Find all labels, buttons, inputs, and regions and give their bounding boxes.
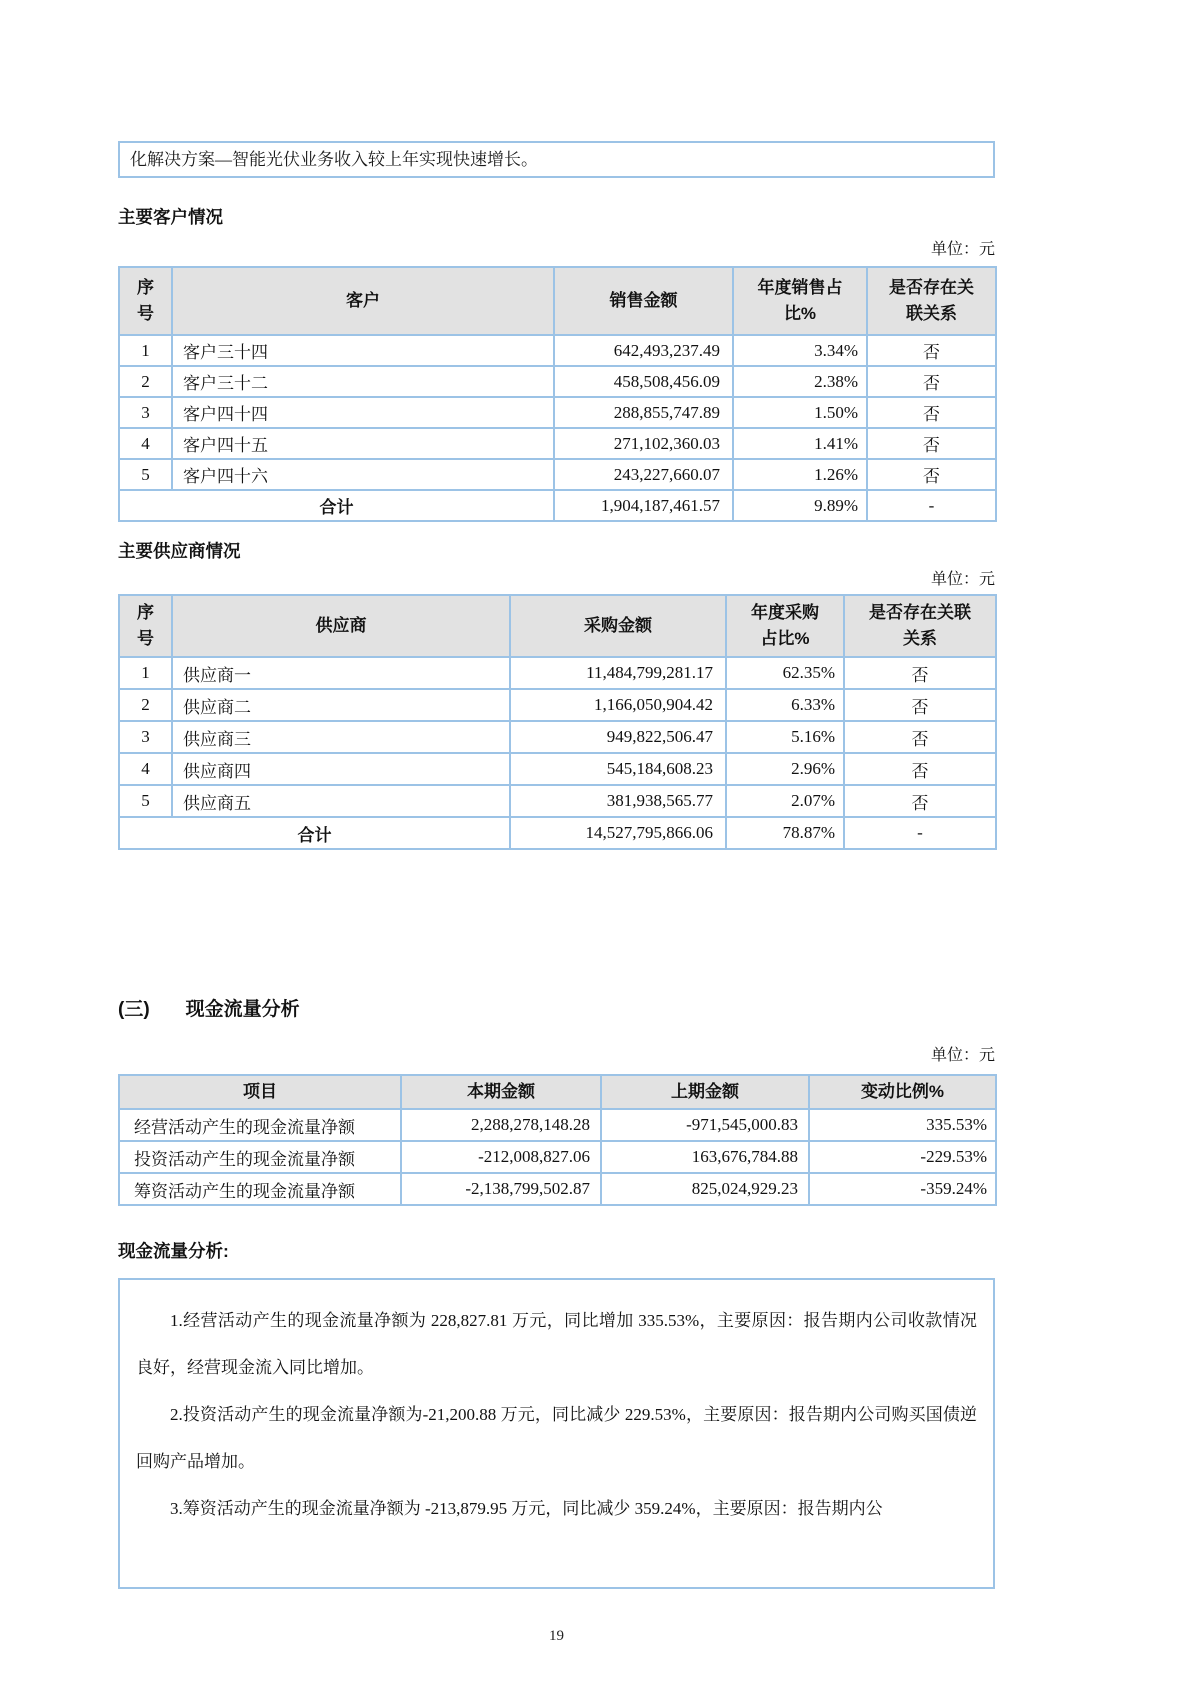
- cell-related: 否: [867, 428, 996, 459]
- analysis-paragraph-1: 1.经营活动产生的现金流量净额为 228,827.81 万元，同比增加 335.53%，主要原因：报告期内公司收款情况良好，经营现金流入同比增加。: [136, 1311, 977, 1377]
- cell-item: 投资活动产生的现金流量净额: [119, 1141, 401, 1173]
- table-row: [119, 1109, 996, 1141]
- cell-related: 否: [867, 366, 996, 397]
- cell-no: 1: [119, 657, 172, 689]
- cell-no: 5: [119, 459, 172, 490]
- total-related: -: [867, 490, 996, 521]
- col-header-related: 是否存在关联关系: [867, 267, 996, 335]
- section-title: 现金流量分析: [185, 999, 300, 1020]
- table-row: [119, 785, 996, 817]
- cell-related: 否: [867, 397, 996, 428]
- col-header-no: 序号: [119, 267, 172, 335]
- table-row: [119, 428, 996, 459]
- cell-name: 客户四十五: [172, 428, 554, 459]
- cell-ratio: 2.96%: [726, 753, 844, 785]
- cell-name: 客户三十四: [172, 335, 554, 366]
- customers-section-title: 主要客户情况: [118, 207, 223, 227]
- cell-related: 否: [867, 459, 996, 490]
- cell-change: -229.53%: [809, 1141, 996, 1173]
- page-number: 19: [549, 1628, 564, 1644]
- col-header-amount: 采购金额: [510, 595, 726, 657]
- cell-name: 供应商五: [172, 785, 510, 817]
- cell-amount: 11,484,799,281.17: [510, 657, 726, 689]
- total-related: -: [844, 817, 996, 849]
- col-header-amount: 销售金额: [554, 267, 733, 335]
- col-header-related: 是否存在关联关系: [844, 595, 996, 657]
- cell-amount: 271,102,360.03: [554, 428, 733, 459]
- total-amount: 1,904,187,461.57: [554, 490, 733, 521]
- col-header-ratio: 年度销售占比%: [733, 267, 867, 335]
- cell-name: 客户四十六: [172, 459, 554, 490]
- table-row: [119, 657, 996, 689]
- suppliers-table: [118, 594, 997, 850]
- cell-related: 否: [844, 721, 996, 753]
- cell-name: 供应商四: [172, 753, 510, 785]
- total-amount: 14,527,795,866.06: [510, 817, 726, 849]
- table-row: [119, 689, 996, 721]
- suppliers-section-title: 主要供应商情况: [118, 541, 241, 561]
- col-header-current: 本期金额: [401, 1075, 601, 1109]
- cell-ratio: 3.34%: [733, 335, 867, 366]
- customers-header-row: [119, 267, 996, 335]
- table-row: [119, 1173, 996, 1205]
- suppliers-header-row: [119, 595, 996, 657]
- section-number: (三): [118, 999, 150, 1020]
- cell-amount: 1,166,050,904.42: [510, 689, 726, 721]
- cell-amount: 288,855,747.89: [554, 397, 733, 428]
- total-row: [119, 490, 996, 521]
- cell-name: 供应商一: [172, 657, 510, 689]
- cell-current: 2,288,278,148.28: [401, 1109, 601, 1141]
- cell-related: 否: [844, 689, 996, 721]
- total-ratio: 9.89%: [733, 490, 867, 521]
- intro-text-box: [118, 141, 995, 178]
- total-ratio: 78.87%: [726, 817, 844, 849]
- cell-amount: 545,184,608.23: [510, 753, 726, 785]
- total-label: 合计: [119, 817, 510, 849]
- cell-related: 否: [844, 753, 996, 785]
- total-label: 合计: [119, 490, 554, 521]
- table-row: [119, 1141, 996, 1173]
- intro-text: 化解决方案—智能光伏业务收入较上年实现快速增长。: [130, 150, 538, 169]
- cell-change: 335.53%: [809, 1109, 996, 1141]
- cell-no: 1: [119, 335, 172, 366]
- cell-amount: 458,508,456.09: [554, 366, 733, 397]
- cell-no: 5: [119, 785, 172, 817]
- cell-related: 否: [844, 785, 996, 817]
- customers-table: [118, 266, 997, 522]
- cell-name: 客户三十二: [172, 366, 554, 397]
- customers-unit-label: 单位：元: [930, 241, 995, 258]
- cell-item: 经营活动产生的现金流量净额: [119, 1109, 401, 1141]
- analysis-paragraph-2: 2.投资活动产生的现金流量净额为-21,200.88 万元，同比减少 229.53%，主要原因：报告期内公司购买国债逆回购产品增加。: [136, 1405, 977, 1471]
- cell-ratio: 62.35%: [726, 657, 844, 689]
- cell-change: -359.24%: [809, 1173, 996, 1205]
- col-header-ratio: 年度采购占比%: [726, 595, 844, 657]
- cell-prior: 825,024,929.23: [601, 1173, 809, 1205]
- analysis-text-box: [118, 1278, 995, 1589]
- table-row: [119, 335, 996, 366]
- cell-prior: 163,676,784.88: [601, 1141, 809, 1173]
- cell-current: -212,008,827.06: [401, 1141, 601, 1173]
- cell-no: 3: [119, 397, 172, 428]
- cell-no: 3: [119, 721, 172, 753]
- col-header-prior: 上期金额: [601, 1075, 809, 1109]
- cell-ratio: 2.07%: [726, 785, 844, 817]
- cell-name: 供应商三: [172, 721, 510, 753]
- cell-no: 4: [119, 753, 172, 785]
- cell-name: 客户四十四: [172, 397, 554, 428]
- col-header-name: 客户: [172, 267, 554, 335]
- table-row: [119, 397, 996, 428]
- cell-amount: 949,822,506.47: [510, 721, 726, 753]
- cell-prior: -971,545,000.83: [601, 1109, 809, 1141]
- col-header-name: 供应商: [172, 595, 510, 657]
- cell-ratio: 2.38%: [733, 366, 867, 397]
- cell-ratio: 1.41%: [733, 428, 867, 459]
- cell-amount: 642,493,237.49: [554, 335, 733, 366]
- col-header-no: 序号: [119, 595, 172, 657]
- cell-no: 2: [119, 689, 172, 721]
- analysis-title: 现金流量分析:: [118, 1241, 229, 1261]
- cell-no: 4: [119, 428, 172, 459]
- total-row: [119, 817, 996, 849]
- cashflow-unit-label: 单位：元: [930, 1047, 995, 1064]
- table-row: [119, 366, 996, 397]
- analysis-paragraph-3: 3.筹资活动产生的现金流量净额为 -213,879.95 万元，同比减少 359.24%，主要原因：报告期内公: [170, 1499, 883, 1518]
- cell-ratio: 1.26%: [733, 459, 867, 490]
- cashflow-header-row: [119, 1075, 996, 1109]
- table-row: [119, 459, 996, 490]
- cell-amount: 381,938,565.77: [510, 785, 726, 817]
- cell-related: 否: [844, 657, 996, 689]
- table-row: [119, 753, 996, 785]
- cell-related: 否: [867, 335, 996, 366]
- cashflow-section-heading: [118, 994, 995, 1021]
- cell-item: 筹资活动产生的现金流量净额: [119, 1173, 401, 1205]
- cell-amount: 243,227,660.07: [554, 459, 733, 490]
- cell-ratio: 1.50%: [733, 397, 867, 428]
- cell-no: 2: [119, 366, 172, 397]
- col-header-item: 项目: [119, 1075, 401, 1109]
- cell-current: -2,138,799,502.87: [401, 1173, 601, 1205]
- cell-name: 供应商二: [172, 689, 510, 721]
- table-row: [119, 721, 996, 753]
- cashflow-table: [118, 1074, 997, 1206]
- col-header-change: 变动比例%: [809, 1075, 996, 1109]
- cell-ratio: 6.33%: [726, 689, 844, 721]
- cell-ratio: 5.16%: [726, 721, 844, 753]
- suppliers-unit-label: 单位：元: [930, 571, 995, 588]
